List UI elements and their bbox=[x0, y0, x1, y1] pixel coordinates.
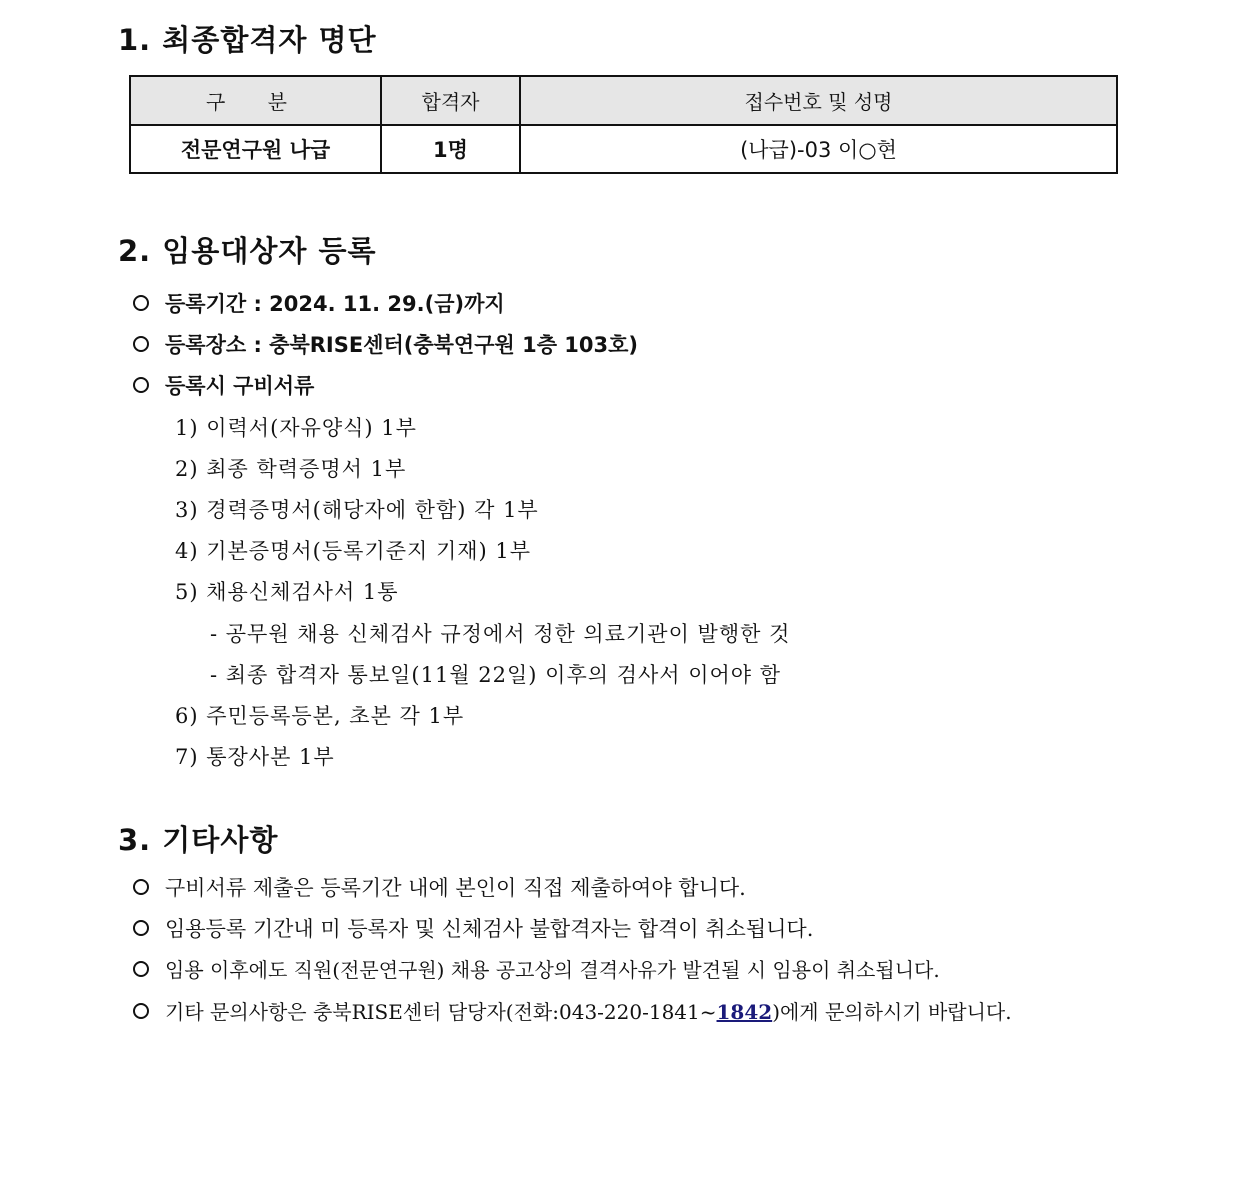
document-item: 2) 최종 학력증명서 1부 bbox=[175, 457, 407, 481]
required-documents-title: 등록시 구비서류 bbox=[165, 374, 315, 398]
id-prefix: (나급)- bbox=[740, 138, 805, 162]
cell-category: 전문연구원 나급 bbox=[130, 125, 381, 173]
contact-text-before: 기타 문의사항은 충북RISE센터 담당자(전화:043-220-1841~ bbox=[165, 1000, 717, 1024]
circle-bullet-icon bbox=[133, 295, 149, 311]
document-item: 4) 기본증명서(등록기준지 기재) 1부 bbox=[175, 539, 532, 563]
applicant-name: 이○현 bbox=[838, 138, 897, 162]
cell-id-name bbox=[520, 125, 1117, 173]
cell-count: 1명 bbox=[381, 125, 520, 173]
document-item: 5) 채용신체검사서 1통 bbox=[175, 580, 399, 604]
document-sub-note: - 최종 합격자 통보일(11월 22일) 이후의 검사서 이어야 함 bbox=[210, 663, 782, 687]
id-number: 03 bbox=[804, 138, 832, 162]
section3-heading: 3. 기타사항 bbox=[118, 823, 279, 857]
document-item: 3) 경력증명서(해당자에 한함) 각 1부 bbox=[175, 498, 539, 522]
circle-bullet-icon bbox=[133, 879, 149, 895]
phone-link[interactable]: 1842 bbox=[716, 1000, 773, 1024]
document-item: 6) 주민등록등본, 초본 각 1부 bbox=[175, 704, 465, 728]
table-row bbox=[130, 125, 1117, 173]
section1-heading: 1. 최종합격자 명단 bbox=[118, 23, 377, 57]
circle-bullet-icon bbox=[133, 336, 149, 352]
section2-heading: 2. 임용대상자 등록 bbox=[118, 234, 377, 268]
header-category: 구 분 bbox=[130, 76, 381, 125]
header-id-name: 접수번호 및 성명 bbox=[520, 76, 1117, 125]
circle-bullet-icon bbox=[133, 377, 149, 393]
registration-period: 등록기간 : 2024. 11. 29.(금)까지 bbox=[165, 292, 505, 316]
notice-item: 구비서류 제출은 등록기간 내에 본인이 직접 제출하여야 합니다. bbox=[165, 876, 746, 900]
circle-bullet-icon bbox=[133, 920, 149, 936]
final-results-table bbox=[129, 75, 1118, 174]
document-item: 1) 이력서(자유양식) 1부 bbox=[175, 416, 417, 440]
circle-bullet-icon bbox=[133, 961, 149, 977]
table-header-row bbox=[130, 76, 1117, 125]
document-item: 7) 통장사본 1부 bbox=[175, 745, 335, 769]
notice-contact bbox=[165, 996, 1012, 1025]
notice-item: 임용등록 기간내 미 등록자 및 신체검사 불합격자는 합격이 취소됩니다. bbox=[165, 917, 814, 941]
registration-place: 등록장소 : 충북RISE센터(충북연구원 1층 103호) bbox=[165, 333, 639, 357]
header-count: 합격자 bbox=[381, 76, 520, 125]
document-sub-note: - 공무원 채용 신체검사 규정에서 정한 의료기관이 발행한 것 bbox=[210, 622, 791, 646]
circle-bullet-icon bbox=[133, 1003, 149, 1019]
notice-item: 임용 이후에도 직원(전문연구원) 채용 공고상의 결격사유가 발견될 시 임용이 취소됩니다. bbox=[165, 958, 940, 982]
contact-text-after: )에게 문의하시기 바랍니다. bbox=[772, 1000, 1012, 1024]
